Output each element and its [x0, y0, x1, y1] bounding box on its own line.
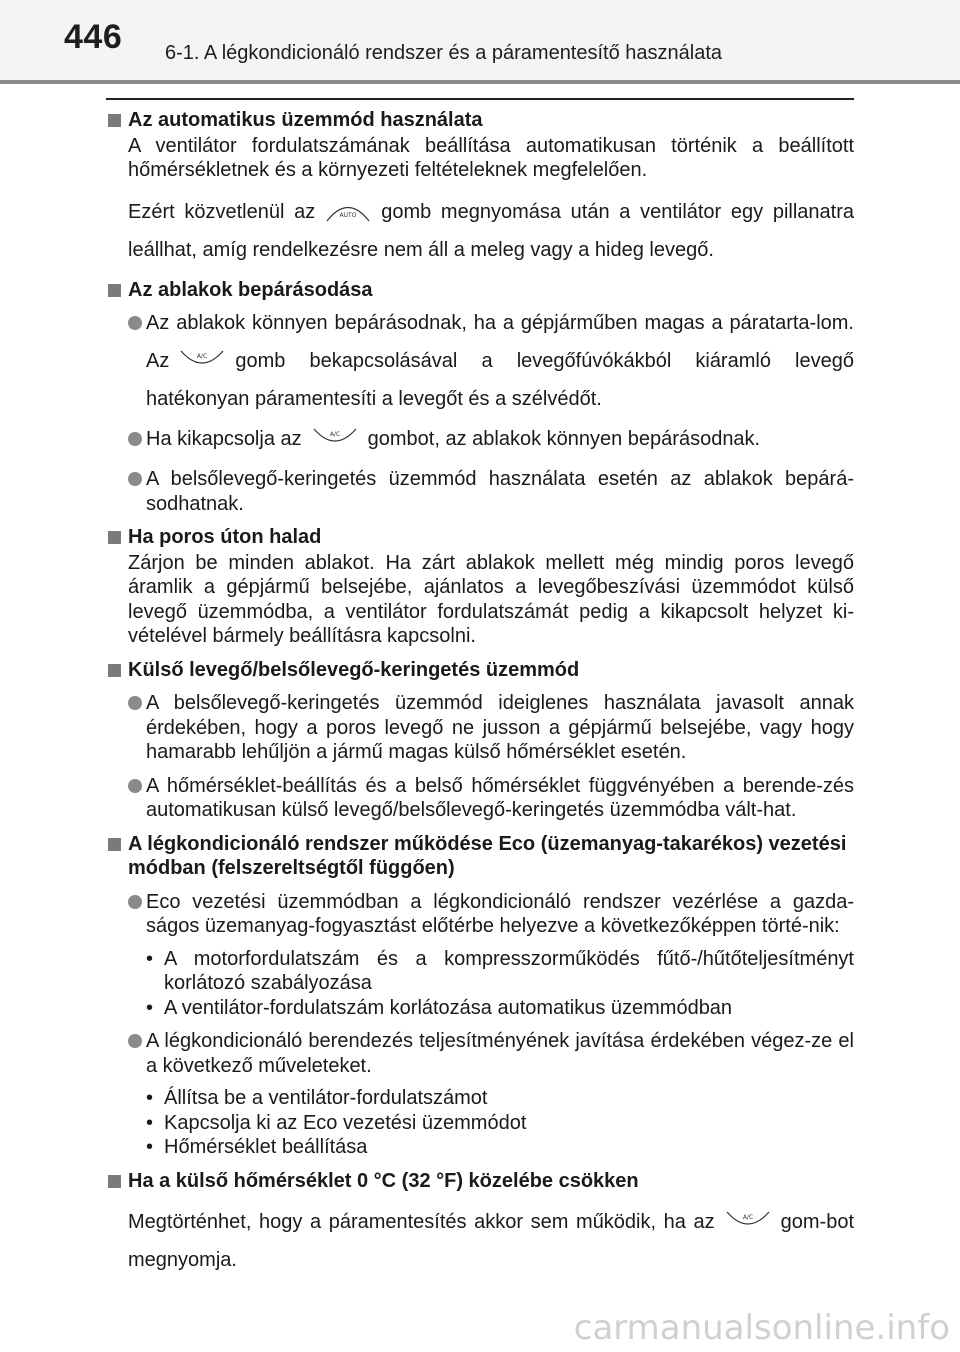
section-heading: Külső levegő/belsőlevegő-keringetés üzemmód: [106, 658, 854, 683]
ac-button-icon: [179, 349, 225, 371]
ac-button-icon: [312, 427, 358, 449]
watermark: carmanualsonline.info: [573, 1308, 950, 1348]
list-item-text: Ha kikapcsolja az: [146, 428, 302, 450]
section-heading: Az ablakok bepárásodása: [106, 278, 854, 303]
section-heading: A légkondicionáló rendszer működése Eco (üzemanyag-takarékos) vezetési módban (felszereltségtől függően): [106, 832, 854, 881]
section-divider: [106, 98, 854, 100]
svg-text:AUTO: AUTO: [339, 211, 357, 219]
svg-text:A/C: A/C: [329, 431, 340, 438]
svg-text:A/C: A/C: [742, 1214, 753, 1221]
paragraph: [106, 193, 854, 269]
list-item: A belsőlevegő-keringetés üzemmód használata esetén az ablakok bepárá-sodhatnak.: [106, 467, 854, 516]
page-content: [106, 105, 854, 1279]
paragraph: Zárjon be minden ablakot. Ha zárt ablakok mellett még mindig poros levegő áramlik a gépjármű belsejébe, ajánlatos a levegőbeszívási üzemmódot külső levegő üzemmódba, a ventilátor fordulatszámát pedig a kikapcsolt helyzet ki-vételével bármely beállításra kapcsolni.: [128, 551, 854, 647]
auto-button-icon: [325, 200, 371, 222]
paragraph: [106, 1203, 854, 1279]
paragraph-text: Ezért közvetlenül az: [128, 200, 316, 223]
sub-list-item: • A ventilátor-fordulatszám korlátozása automatikus üzemmódban: [106, 996, 854, 1021]
list-item-text: Az ablakok könnyen bepárásodnak, ha a gépjárműben magas a páratarta-lom. Az: [146, 312, 854, 372]
list-item-text: gombot, az ablakok könnyen bepárásodnak.: [367, 428, 761, 450]
list-item-text: gomb bekapcsolásával a levegőfúvókákból kiáramló levegő hatékonyan páramentesíti a levegőt és a szélvédőt.: [146, 350, 854, 410]
paragraph: A ventilátor fordulatszámának beállítása automatikusan történik a beállított hőmérsékletnek és a környezeti feltételeknek megfelelően.: [128, 134, 854, 181]
paragraph-text: gom-bot megnyomja.: [128, 1211, 854, 1271]
page-number: 446: [64, 18, 123, 56]
list-item: Eco vezetési üzemmódban a légkondicionáló rendszer vezérlése a gazda-ságos üzemanyag-fogyasztást előtérbe helyezve a következőképpen törté-nik:: [106, 890, 854, 939]
header-band: [0, 0, 960, 80]
section-heading: Ha a külső hőmérséklet 0 °C (32 °F) közelébe csökken: [106, 1169, 854, 1194]
sub-list-item: • Kapcsolja ki az Eco vezetési üzemmódot: [106, 1111, 854, 1136]
sub-list-item: • Állítsa be a ventilátor-fordulatszámot: [106, 1086, 854, 1111]
sub-list-item: • A motorfordulatszám és a kompresszorműködés fűtő-/hűtőteljesítményt korlátozó szabályozása: [106, 947, 854, 996]
ac-button-icon: [725, 1210, 771, 1232]
section-heading: Ha poros úton halad: [106, 525, 854, 550]
chapter-title: 6-1. A légkondicionáló rendszer és a páramentesítő használata: [165, 42, 723, 64]
header-rule: [0, 80, 960, 84]
list-item: A légkondicionáló berendezés teljesítményének javítása érdekében végez-ze el a következő műveleteket.: [106, 1029, 854, 1078]
list-item: A belsőlevegő-keringetés üzemmód ideiglenes használata javasolt annak érdekében, hogy a poros levegő ne jusson a gépjármű belsejébe, vagy hogy hamarabb lehűljön a jármű magas külső hőmérséklet esetén.: [106, 691, 854, 765]
list-item: [106, 304, 854, 418]
page-header: [0, 0, 960, 84]
section-heading: Az automatikus üzemmód használata: [106, 108, 854, 133]
svg-text:A/C: A/C: [197, 353, 208, 360]
paragraph-text: Megtörténhet, hogy a páramentesítés akkor sem működik, ha az: [128, 1211, 715, 1233]
sub-list-item: • Hőmérséklet beállítása: [106, 1135, 854, 1160]
paragraph-text: gomb megnyomása után a ventilátor egy pillanatra leállhat, amíg rendelkezésre nem áll a meleg vagy a hideg levegő.: [128, 200, 854, 261]
list-item: A hőmérséklet-beállítás és a belső hőmérséklet függvényében a berende-zés automatikusan külső levegő/belsőlevegő-keringetés üzemmódba vált-hat.: [106, 774, 854, 823]
list-item: [106, 420, 854, 458]
